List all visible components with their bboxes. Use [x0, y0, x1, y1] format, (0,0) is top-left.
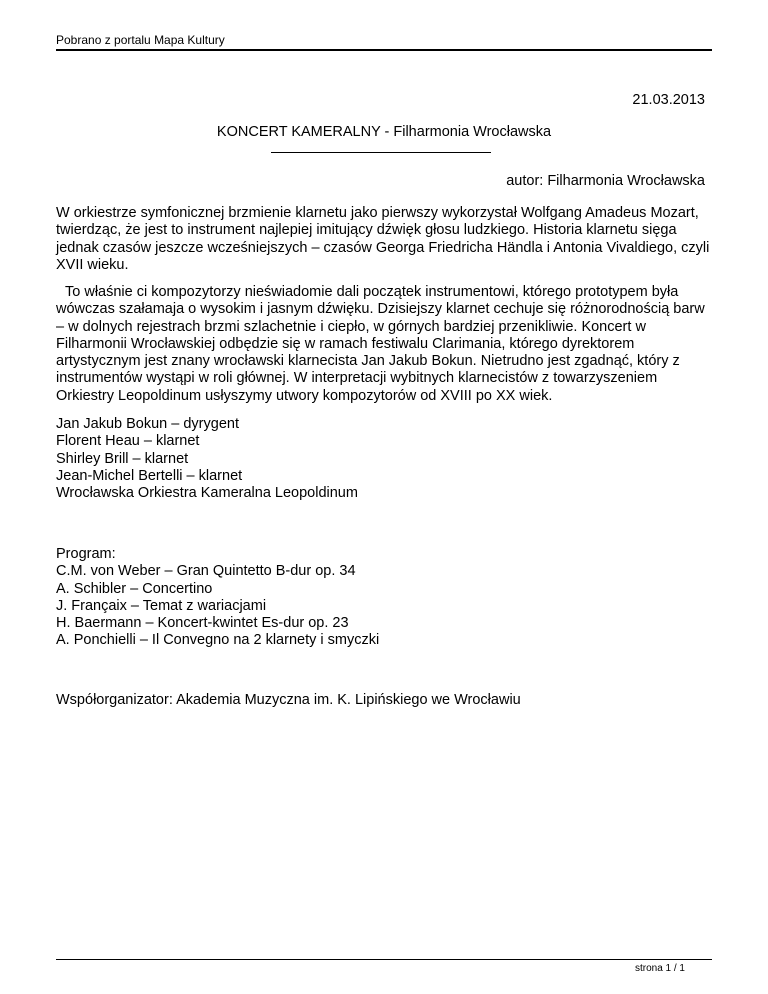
- program-heading: Program:: [56, 546, 116, 562]
- program-item: A. Schibler – Concertino: [56, 580, 213, 597]
- document-date: 21.03.2013: [632, 92, 705, 108]
- program-list: [56, 546, 716, 650]
- program-item: J. Françaix – Temat z wariacjami: [56, 597, 267, 614]
- paragraph-history: To właśnie ci kompozytorzy nieświadomie dali początek instrumentowi, którego prototypem była wówczas szałamaja o wysokim i jasnym dźwięku. Dzisiejszy klarnet cechuje się różnorodnością barw – w dolnych rejestrach brzmi szlachetnie i ciepło, w górnych bardziej przenikliwie. Koncert w Filharmonii Wrocławskiej odbędzie się w ramach festiwalu Clarimania, którego dyrektorem artystycznym jest znany wrocławski klarnecista Jan Jakub Bokun. Nietrudno jest zgadnąć, który z instrumentów wystąpi w roli głównej. W interpretacji wybitnych klarnecistów z towarzyszeniem Orkiestry Leopoldinum usłyszymy utwory kompozytorów od XVIII po XX wiek.: [56, 284, 705, 404]
- performer-item: Jan Jakub Bokun – dyrygent: [56, 416, 239, 432]
- program-item: C.M. von Weber – Gran Quintetto B-dur op. 34: [56, 563, 356, 580]
- title-underline: [271, 152, 491, 153]
- program-item: A. Ponchielli – Il Convegno na 2 klarnety i smyczki: [56, 632, 380, 649]
- author-line: autor: Filharmonia Wrocławska: [506, 173, 705, 189]
- portal-source-header: Pobrano z portalu Mapa Kultury: [56, 33, 225, 47]
- program-item: H. Baermann – Koncert-kwintet Es-dur op. 23: [56, 615, 349, 632]
- coorganizer-line: Współorganizator: Akademia Muzyczna im. K. Lipińskiego we Wrocławiu: [56, 692, 521, 708]
- performers-list: [56, 416, 716, 502]
- footer-divider: [56, 959, 712, 960]
- page-title: KONCERT KAMERALNY - Filharmonia Wrocławska: [216, 124, 552, 140]
- header-divider: [56, 49, 712, 51]
- page-number: strona 1 / 1: [634, 963, 685, 974]
- performer-item: Jean-Michel Bertelli – klarnet: [56, 467, 243, 484]
- performer-item: Wrocławska Orkiestra Kameralna Leopoldinum: [56, 485, 358, 502]
- paragraph-intro: W orkiestrze symfonicznej brzmienie klarnetu jako pierwszy wykorzystał Wolfgang Amadeus Mozart, twierdząc, że jest to instrument najlepiej imitujący dźwięk głosu ludzkiego. Historia klarnetu sięga jednak czasów jeszcze wcześniejszych – czasów Georga Friedricha Händla i Antonia Vivaldiego, czyli XVII wieku.: [56, 205, 710, 273]
- performer-item: Florent Heau – klarnet: [56, 433, 200, 450]
- performer-item: Shirley Brill – klarnet: [56, 450, 189, 467]
